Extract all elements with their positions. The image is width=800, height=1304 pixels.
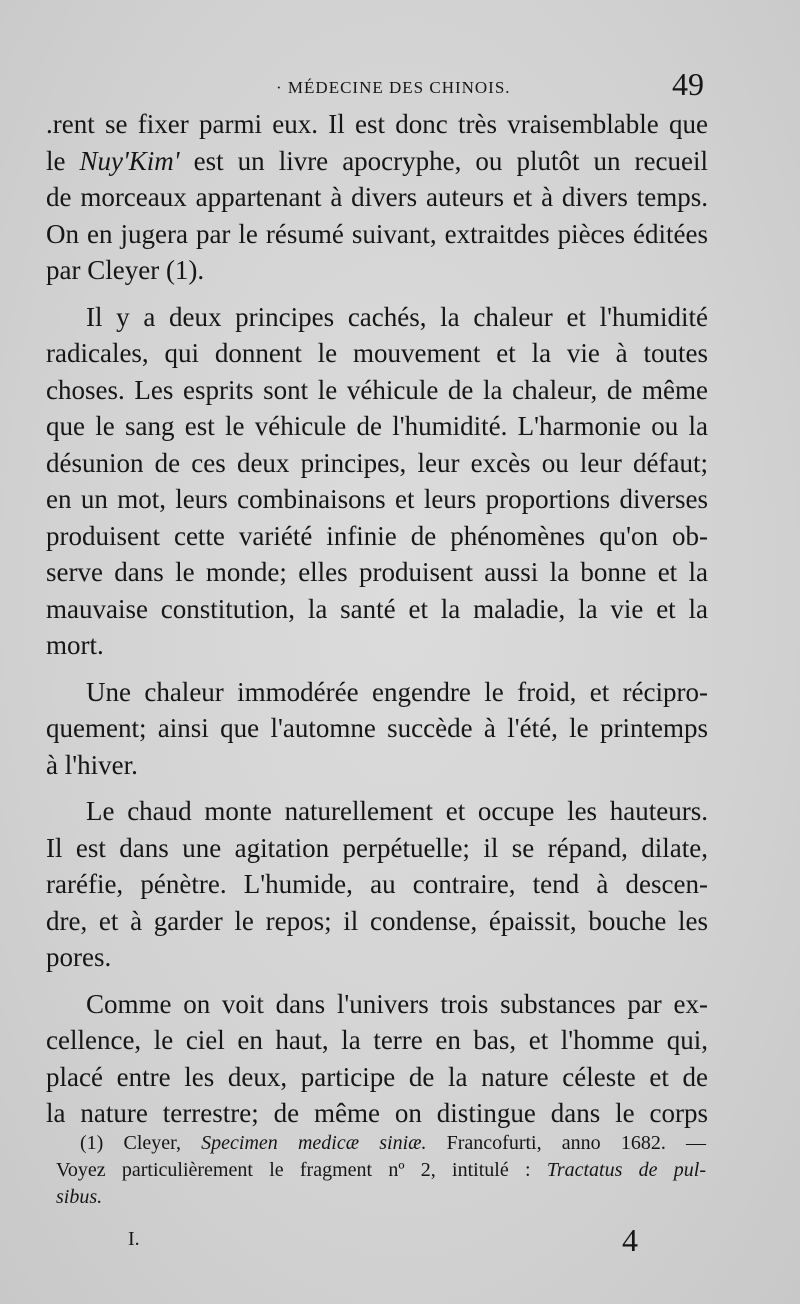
italic-text: sibus. — [56, 1186, 103, 1208]
text-line — [46, 830, 708, 867]
text-segment: quement; ainsi que l'automne succède à l'été, le printemps — [46, 713, 708, 743]
text-segment: Francofurti, anno 1682. — — [426, 1132, 706, 1154]
text-segment: Une chaleur immodérée engendre le froid, et récipro- — [86, 676, 708, 707]
text-segment: produisent cette variété infinie de phénomènes qu'on ob- — [46, 520, 708, 551]
paragraph — [46, 986, 708, 1132]
italic-text: Tractatus de pul- — [546, 1159, 707, 1181]
text-line — [46, 866, 708, 903]
text-segment: mauvaise constitution, la santé et la maladie, la vie et la — [46, 593, 708, 624]
text-line — [46, 627, 708, 664]
signature-number: 4 — [622, 1222, 638, 1258]
paragraph — [46, 793, 708, 976]
text-segment: serve dans le monde; elles produisent aussi la bonne et la — [46, 557, 708, 587]
text-line — [46, 106, 708, 143]
text-segment: On en jugera par le résumé suivant, extraitdes pièces éditées — [46, 218, 708, 249]
text-segment: mort. — [46, 630, 104, 660]
text-segment: Le chaud monte naturellement et occupe les hauteurs. — [86, 796, 708, 826]
text-segment: placé entre les deux, participe de la nature céleste et de — [46, 1061, 708, 1092]
text-line — [46, 591, 708, 628]
paragraph — [46, 106, 708, 289]
text-line — [46, 674, 708, 711]
italic-text: Nuy'Kim' — [79, 145, 180, 176]
text-segment: est un livre apocryphe, ou plutôt un recueil — [179, 145, 708, 176]
text-line — [46, 710, 708, 747]
text-line — [46, 1022, 708, 1059]
text-line — [56, 1184, 706, 1211]
text-segment: cellence, le ciel en haut, la terre en bas, et l'homme qui, — [46, 1025, 708, 1055]
text-segment: pores. — [46, 942, 112, 972]
text-line — [46, 143, 708, 180]
text-segment: Il est dans une agitation perpétuelle; il se répand, dilate, — [46, 832, 708, 863]
text-line — [46, 481, 708, 518]
signature-volume: I. — [128, 1228, 140, 1250]
text-segment: choses. Les esprits sont le véhicule de la chaleur, de même — [46, 374, 708, 405]
page-header — [48, 66, 708, 110]
text-line — [46, 252, 708, 289]
text-line — [46, 408, 708, 445]
italic-text: Specimen medicæ siniæ. — [201, 1132, 427, 1154]
text-line — [46, 554, 708, 591]
text-line — [46, 518, 708, 555]
text-segment: Comme on voit dans l'univers trois substances par ex- — [86, 988, 708, 1019]
text-line — [46, 1095, 708, 1132]
text-line — [46, 747, 708, 784]
text-line — [56, 1130, 706, 1157]
text-line — [46, 793, 708, 830]
text-segment: la nature terrestre; de même on distingue dans le corps — [46, 1098, 708, 1128]
text-segment: par Cleyer (1). — [46, 255, 205, 285]
text-segment: raréfie, pénètre. L'humide, au contraire, tend à descen- — [46, 869, 708, 899]
text-segment: le — [46, 145, 80, 176]
text-line — [46, 372, 708, 409]
paragraph — [46, 674, 708, 784]
footnote — [56, 1130, 706, 1211]
text-segment: désunion de ces deux principes, leur excès ou leur défaut; — [46, 447, 708, 478]
text-segment: à l'hiver. — [46, 749, 138, 780]
text-line — [46, 179, 708, 216]
text-segment: Il y a deux principes cachés, la chaleur et l'humidité — [86, 301, 708, 332]
running-head: · MÉDECINE DES CHINOIS. — [276, 78, 511, 97]
text-segment: dre, et à garder le repos; il condense, épaissit, bouche les — [46, 905, 708, 936]
paragraph — [46, 299, 708, 664]
text-segment: radicales, qui donnent le mouvement et la vie à toutes — [46, 338, 708, 368]
text-segment: .rent se fixer parmi eux. Il est donc très vraisemblable que — [46, 109, 708, 139]
text-line — [46, 445, 708, 482]
text-line — [46, 1059, 708, 1096]
text-line — [46, 335, 708, 372]
text-segment: en un mot, leurs combinaisons et leurs proportions diverses — [46, 484, 708, 514]
text-line — [46, 299, 708, 336]
text-line — [46, 903, 708, 940]
text-segment: de morceaux appartenant à divers auteurs et à divers temps. — [46, 182, 708, 212]
text-segment: que le sang est le véhicule de l'humidité. L'harmonie ou la — [46, 411, 708, 441]
body-text — [46, 106, 708, 1142]
page-number: 49 — [672, 66, 704, 102]
text-line — [46, 216, 708, 253]
text-segment: Voyez particulièrement le fragment nº 2, intitulé : — [56, 1159, 547, 1181]
text-segment: (1) Cleyer, — [80, 1132, 202, 1154]
text-line — [56, 1157, 706, 1184]
text-line — [46, 939, 708, 976]
text-line — [46, 986, 708, 1023]
